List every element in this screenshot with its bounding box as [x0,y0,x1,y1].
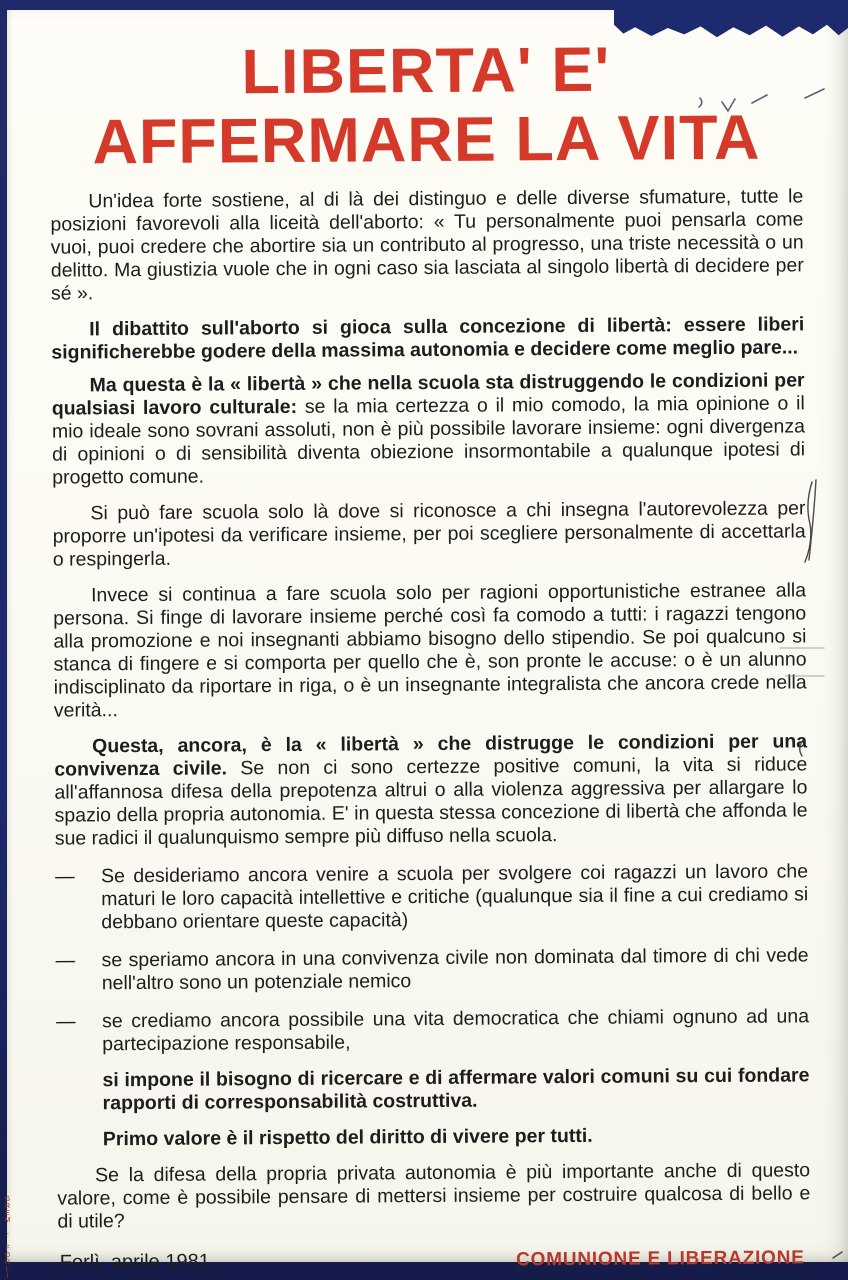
list-item-text: Se desideriamo ancora venire a scuola per svolgere coi ragazzi un lavoro che maturi le loro capacità intellettive e critiche (qualunque sia il fine a cui crediamo si debbano orientare queste capacità) [100,860,809,934]
list-dash: — [55,1010,76,1033]
printer-mark: GREM - FORLÌ [4,1196,11,1280]
paragraph-liberta-scuola-rest: se la mia certezza o il mio comodo, la mia opinione o il mio ideale sono sovrani assoluti, non è più possibile lavorare insieme: ogni divergenza di opinioni o di sensibilità diventa obiezione insormontabile a qualunque ipotesi di progetto comune. [51,392,806,489]
list-item [56,1005,809,1056]
place-date: Forlì, aprile 1981. [59,1250,216,1274]
paragraph-liberta-scuola [52,369,806,489]
list-item-text: se speriamo ancora in una convivenza civile non dominata dal timore di chi vede nell'altro sono un potenziale nemico [101,944,809,995]
paragraph-convivenza-rest: Se non ci sono certezze positive comuni, la vita si riduce all'affannosa difesa della prepotenza altrui o alla violenza aggressiva per allargare lo spazio della propria autonomia. E' in questa stessa concezione di libertà che affonda le sue radici il qualunquismo sempre più diffuso nella scuola. [54,753,808,850]
paragraph-opportunismo: Invece si continua a fare scuola solo per ragioni opportunistiche estranee alla persona. Si finge di lavorare insieme perché così fa comodo a tutti: i ragazzi tengono alla promozione e noi insegnanti abbiamo bisogno dello stipendio. Se poi qualcuno si stanca di fingere e si comporta per quello che è, son pronte le accuse: o è un alunno indisciplinato da riportare in riga, o è un insegnante integralista che ancora crede nella verità... [53,579,807,722]
signature-comunione-e-liberazione: COMUNIONE E LIBERAZIONE [516,1247,805,1271]
title-line-1: LIBERTA' E' [241,34,611,108]
list-dash: — [54,865,75,888]
paragraph-primo-valore: Primo valore è il rispetto del diritto di vivere per tutti. [102,1124,593,1151]
paragraph-convivenza-lead: Questa, ancora, è la « libertà » che distrugge le condizioni per una convivenza civile. [54,730,808,781]
paragraph-fare-scuola: Si può fare scuola solo là dove si riconosce a chi insegna l'autorevolezza per proporre un'ipotesi da verificare insieme, per poi scegliere personalmente di accettarla o respingerla. [52,497,806,571]
poster-body [50,185,810,1233]
paragraph-dibattito: Il dibattito sull'aborto si gioca sulla concezione di libertà: essere liberi significherebbe godere della massima autonomia e decidere come meglio pare... [51,313,805,364]
paragraph-closing: Se la difesa della propria privata autonomia è più importante anche di questo valore, come è possibile pensare di mettersi insieme per costruire qualcosa di bello e di utile? [57,1159,811,1233]
poster-title [49,34,803,178]
list-dash: — [55,949,76,972]
paragraph-liberta-scuola-lead: Ma questa è la « libertà » che nella scuola sta distruggendo le condizioni per qualsiasi lavoro culturale: [51,369,805,420]
paragraph-intro: Un'idea forte sostiene, al di là dei distinguo e delle diverse sfumature, tutte le posizioni favorevoli alla liceità dell'aborto: « Tu personalmente puoi pensarla come vuoi, puoi credere che abortire sia un contributo al progresso, una triste necessità o un delitto. Ma giustizia vuole che in ogni caso sia lasciata al singolo libertà di decidere per sé ». [50,185,804,305]
paragraph-conclusion: si impone il bisogno di ricercare e di affermare valori comuni su cui fondare rapporti di corresponsabilità costruttiva. [102,1064,810,1115]
title-line-2: AFFERMARE LA VITA [92,102,761,178]
list-item [56,944,809,995]
list-item [55,860,808,934]
poster-footer [58,1246,811,1274]
list-item-text: se crediamo ancora possibile una vita democratica che chiami ognuno ad una partecipazione responsabile, [101,1005,810,1056]
paragraph-convivenza [54,730,808,850]
poster-content [7,7,848,1275]
